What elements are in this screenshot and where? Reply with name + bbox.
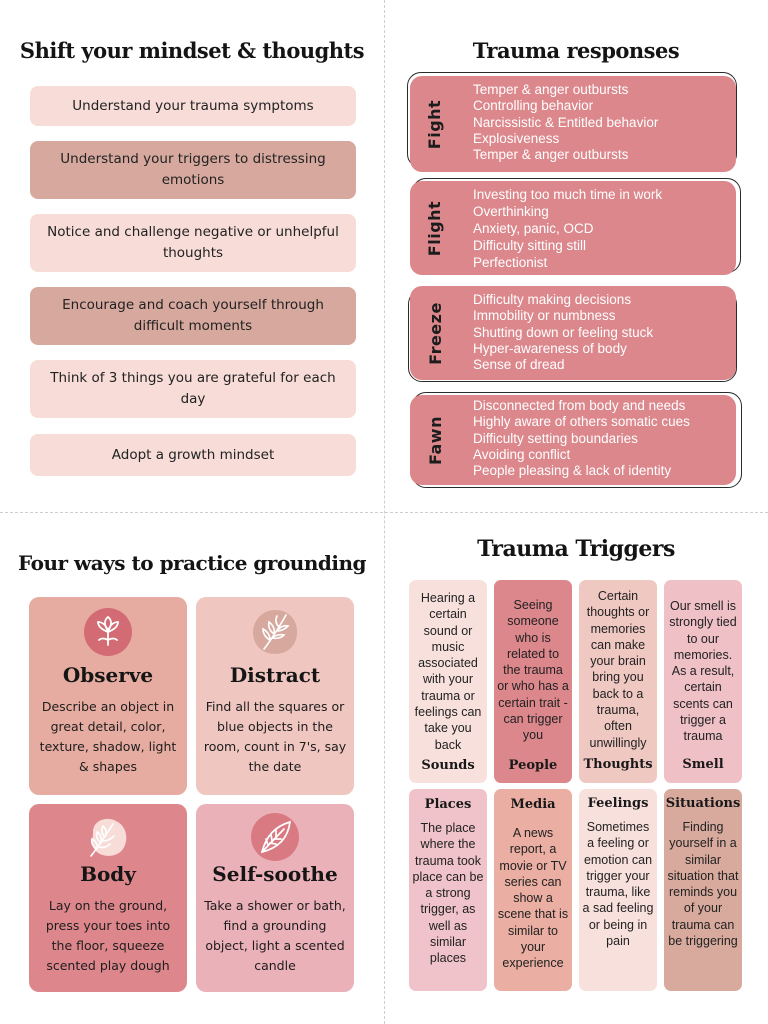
list-item: Controlling behavior	[473, 98, 594, 114]
observe-title: Observe	[62, 663, 154, 687]
flight-list	[473, 186, 662, 271]
self-soothe-title: Self-soothe	[212, 862, 338, 886]
trigger-card-media	[494, 789, 572, 991]
list-item: Hyper-awareness of body	[473, 340, 627, 356]
mindset-item: Adopt a growth mindset	[30, 434, 356, 476]
fawn-card	[410, 395, 736, 485]
trigger-desc: Our smell is strongly tied to our memories. As a result, certain scents can trigger a trauma	[669, 599, 737, 744]
trigger-card-situations	[664, 789, 742, 991]
list-item: Sense of dread	[473, 357, 565, 373]
list-item: Investing too much time in work	[473, 187, 663, 202]
trigger-card-feelings	[579, 789, 657, 991]
trigger-card-thoughts	[579, 580, 657, 783]
mindset-title: Shift your mindset & thoughts	[19, 38, 365, 63]
trigger-title: People	[508, 758, 558, 773]
mindset-item: Understand your triggers to distressing emotions	[30, 141, 356, 199]
body-card	[29, 804, 187, 992]
trigger-desc: Sometimes a feeling or emotion can trigger your trauma, like a sad feeling or being in pain	[582, 820, 654, 949]
trigger-title: Sounds	[421, 758, 475, 773]
list-item: Temper & anger outbursts	[473, 147, 629, 163]
fight-card	[410, 76, 736, 172]
distract-card	[196, 597, 354, 795]
list-item: Disconnected from body and needs	[473, 398, 686, 413]
trigger-title: Thoughts	[583, 757, 653, 772]
body-title: Body	[80, 862, 136, 886]
responses-title: Trauma responses	[472, 38, 680, 63]
trigger-desc: Seeing someone who is related to the trauma or who has a certain trait - can trigger you	[497, 598, 569, 743]
leaf-icon	[250, 812, 300, 862]
list-item: Overthinking	[473, 204, 549, 219]
mindset-item: Notice and challenge negative or unhelpful thoughts	[30, 214, 356, 272]
grounding-title: Four ways to practice grounding	[18, 551, 366, 575]
trigger-desc: Certain thoughts or memories can make your brain bring you back to a trauma, often unwillingly	[586, 589, 650, 750]
body-desc: Lay on the ground, press your toes into the floor, squeeze scented play dough	[45, 898, 171, 973]
list-item: Shutting down or feeling stuck	[473, 324, 654, 340]
list-item: Difficulty setting boundaries	[473, 430, 638, 446]
list-item: Immobility or numbness	[473, 308, 616, 324]
trigger-desc: Hearing a certain sound or music associated with your trauma or feelings can take you back	[414, 591, 482, 752]
list-item: Highly aware of others somatic cues	[473, 414, 690, 430]
list-item: Temper & anger outbursts	[473, 82, 629, 97]
trigger-title: Feelings	[587, 796, 649, 811]
mindset-item: Think of 3 things you are grateful for each day	[30, 360, 356, 418]
freeze-label: Freeze	[425, 301, 445, 365]
self-soothe-card	[196, 804, 354, 992]
list-item: Difficulty making decisions	[473, 292, 632, 307]
freeze-card	[410, 286, 736, 380]
fight-label: Fight	[425, 99, 445, 149]
trigger-card-places	[409, 789, 487, 991]
leaf-branch-icon	[250, 607, 300, 657]
mindset-item: Encourage and coach yourself through difficult moments	[30, 287, 356, 345]
list-item: Narcissistic & Entitled behavior	[473, 114, 659, 130]
trigger-title: Smell	[682, 757, 724, 772]
observe-desc: Describe an object in great detail, color, texture, shadow, light & shapes	[39, 699, 177, 774]
trigger-card-people	[494, 580, 572, 783]
distract-desc: Find all the squares or blue objects in the room, count in 7's, say the date	[203, 699, 347, 774]
leaf-sprig-icon	[83, 812, 133, 862]
trigger-title: Places	[424, 797, 472, 812]
trigger-card-smell	[664, 580, 742, 783]
fight-list	[473, 82, 658, 163]
fawn-list	[473, 398, 690, 479]
observe-card	[29, 597, 187, 795]
self-soothe-desc: Take a shower or bath, find a grounding object, light a scented candle	[204, 898, 346, 973]
list-item: Explosiveness	[473, 130, 560, 146]
fawn-label: Fawn	[425, 415, 445, 465]
flower-icon	[83, 607, 133, 657]
mindset-item: Understand your trauma symptoms	[30, 86, 356, 126]
trigger-desc: Finding yourself in a similar situation that reminds you of your trauma can be triggering	[667, 820, 739, 949]
distract-title: Distract	[229, 663, 321, 687]
flight-card	[410, 181, 736, 275]
list-item: People pleasing & lack of identity	[473, 463, 672, 479]
trigger-title: Situations	[665, 796, 741, 811]
flight-label: Flight	[425, 200, 445, 256]
freeze-list	[473, 292, 653, 373]
list-item: Perfectionist	[473, 255, 548, 270]
list-item: Difficulty sitting still	[473, 238, 587, 253]
trigger-desc: The place where the trauma took place can be a strong trigger, as well as similar places	[412, 821, 484, 966]
trigger-title: Media	[510, 797, 556, 812]
horizontal-divider	[0, 512, 768, 513]
triggers-title: Trauma Triggers	[477, 536, 675, 562]
list-item: Avoiding conflict	[473, 446, 571, 462]
trigger-desc: A news report, a movie or TV series can show a scene that is similar to your experience	[497, 826, 569, 971]
list-item: Anxiety, panic, OCD	[473, 221, 594, 236]
trigger-card-sounds	[409, 580, 487, 783]
